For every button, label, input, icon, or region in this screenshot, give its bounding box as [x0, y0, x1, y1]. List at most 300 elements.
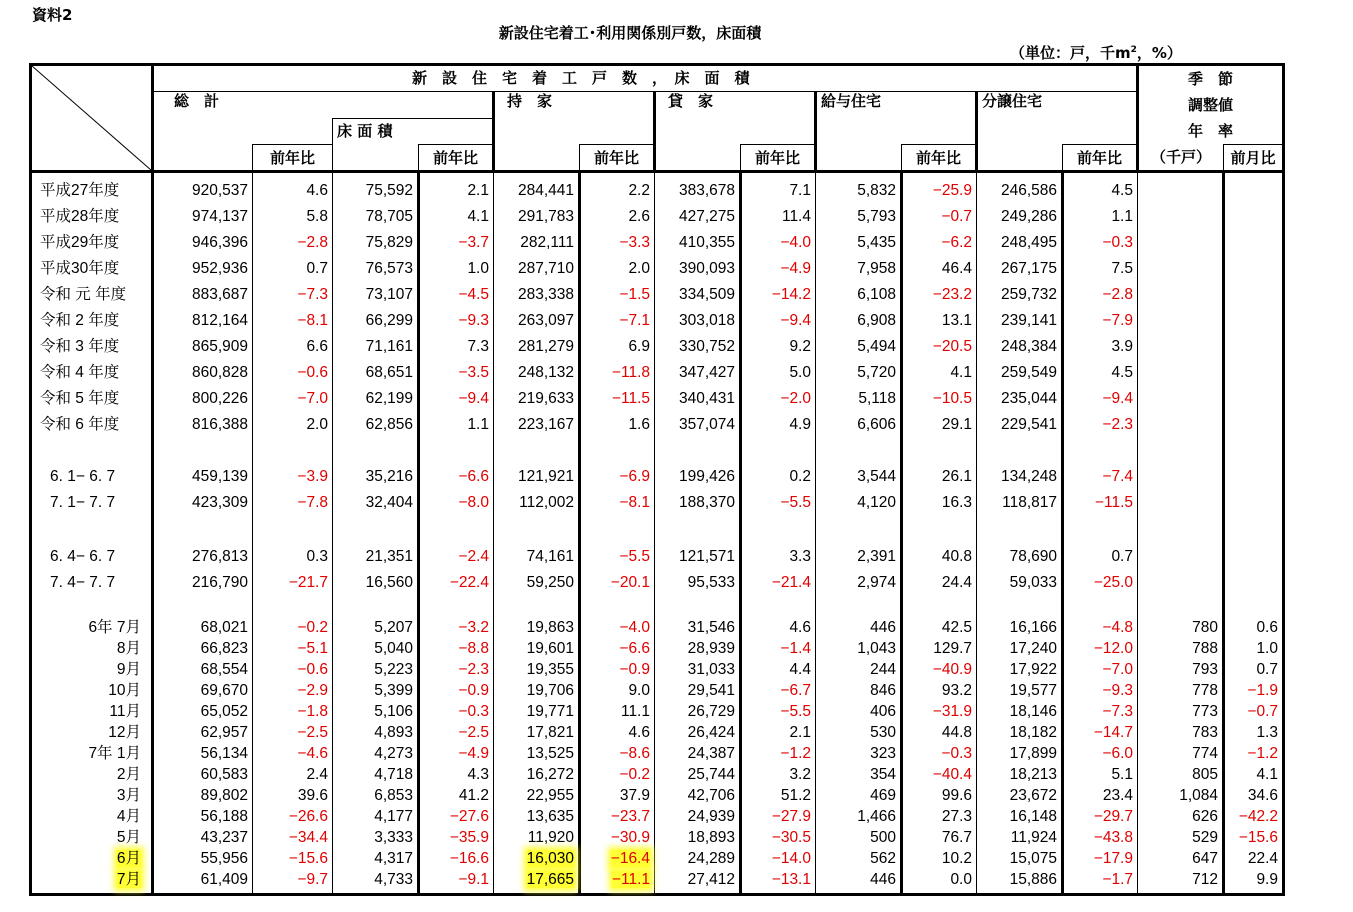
- data-cell: 282,111: [494, 230, 580, 256]
- data-cell: [1138, 386, 1224, 412]
- yoy-header: 前年比: [580, 145, 655, 172]
- data-cell: [1224, 204, 1284, 230]
- blank-header-cell: [977, 145, 1063, 172]
- data-cell: [1138, 334, 1224, 360]
- data-cell: 89,802: [153, 786, 253, 807]
- data-cell: −23.2: [902, 282, 977, 308]
- thousand-units-header: （千戸）: [1138, 145, 1224, 172]
- data-cell: 19,577: [977, 681, 1063, 702]
- data-cell: 0.0: [902, 870, 977, 891]
- row-label: 8月: [31, 639, 153, 660]
- data-cell: 5,832: [816, 178, 902, 204]
- data-cell: 59,250: [494, 570, 580, 596]
- data-cell: 19,863: [494, 618, 580, 639]
- data-cell: −9.4: [741, 308, 816, 334]
- data-cell: [494, 849, 580, 870]
- data-cell: 846: [816, 681, 902, 702]
- data-cell: 66,823: [153, 639, 253, 660]
- yoy-header: 前年比: [419, 145, 494, 172]
- row-label: 平成29年度: [31, 230, 153, 256]
- data-cell: −6.9: [580, 464, 655, 490]
- table-row: [31, 464, 1284, 490]
- data-cell: 118,817: [977, 490, 1063, 516]
- data-cell: 24,387: [655, 744, 741, 765]
- data-cell: 24.4: [902, 570, 977, 596]
- data-cell: −5.5: [741, 702, 816, 723]
- yoy-header: 前年比: [1063, 145, 1138, 172]
- data-cell: 3,544: [816, 464, 902, 490]
- data-cell: −8.1: [253, 308, 333, 334]
- data-cell: [1224, 360, 1284, 386]
- blank-header-cell: [816, 145, 902, 172]
- data-cell: [1224, 308, 1284, 334]
- data-cell: −9.7: [253, 870, 333, 891]
- data-cell: 27.3: [902, 807, 977, 828]
- data-cell: −10.5: [902, 386, 977, 412]
- data-cell: 423,309: [153, 490, 253, 516]
- data-cell: 71,161: [333, 334, 419, 360]
- data-cell: 883,687: [153, 282, 253, 308]
- data-cell: 26,424: [655, 723, 741, 744]
- diagonal-line: [32, 66, 151, 170]
- data-cell: 446: [816, 618, 902, 639]
- data-cell: 6,908: [816, 308, 902, 334]
- data-cell: −21.7: [253, 570, 333, 596]
- data-cell: 134,248: [977, 464, 1063, 490]
- row-label: 6. 4− 6. 7: [31, 544, 153, 570]
- data-cell: 43,237: [153, 828, 253, 849]
- data-cell: −11.5: [580, 386, 655, 412]
- data-cell: −40.4: [902, 765, 977, 786]
- table-row: [31, 618, 1284, 639]
- data-cell: 246,586: [977, 178, 1063, 204]
- data-cell: 68,554: [153, 660, 253, 681]
- data-cell: −0.3: [419, 702, 494, 723]
- data-cell: −40.9: [902, 660, 977, 681]
- data-cell: 284,441: [494, 178, 580, 204]
- data-cell: 4.1: [1224, 765, 1284, 786]
- table-row: [31, 412, 1284, 438]
- data-cell: 406: [816, 702, 902, 723]
- table-row: [31, 282, 1284, 308]
- row-label: 令和 元 年度: [31, 282, 153, 308]
- data-cell: 6,853: [333, 786, 419, 807]
- data-cell: −3.3: [580, 230, 655, 256]
- data-cell: −6.2: [902, 230, 977, 256]
- data-cell: 248,132: [494, 360, 580, 386]
- data-cell: −0.3: [1063, 230, 1138, 256]
- row-label: 6年 7月: [31, 618, 153, 639]
- data-cell: −8.6: [580, 744, 655, 765]
- data-cell: 10.2: [902, 849, 977, 870]
- housing-starts-table: [29, 63, 1285, 896]
- data-cell: 4.6: [580, 723, 655, 744]
- table-row: [31, 723, 1284, 744]
- data-cell: 19,601: [494, 639, 580, 660]
- table-row: [31, 744, 1284, 765]
- row-label: [31, 849, 153, 870]
- data-cell: 5,494: [816, 334, 902, 360]
- row-label: 10月: [31, 681, 153, 702]
- data-cell: −4.8: [1063, 618, 1138, 639]
- data-cell: 5,040: [333, 639, 419, 660]
- row-label: 3月: [31, 786, 153, 807]
- data-cell: 235,044: [977, 386, 1063, 412]
- data-cell: 21,351: [333, 544, 419, 570]
- data-cell: 112,002: [494, 490, 580, 516]
- data-cell: 783: [1138, 723, 1224, 744]
- table-row: [31, 660, 1284, 681]
- data-cell: −6.7: [741, 681, 816, 702]
- data-cell: 259,549: [977, 360, 1063, 386]
- data-cell: −13.1: [741, 870, 816, 891]
- data-cell: 263,097: [494, 308, 580, 334]
- data-cell: 469: [816, 786, 902, 807]
- data-cell: 267,175: [977, 256, 1063, 282]
- condo-header: 分譲住宅: [977, 91, 1138, 118]
- data-cell: [1138, 178, 1224, 204]
- data-cell: −43.8: [1063, 828, 1138, 849]
- data-cell: 530: [816, 723, 902, 744]
- row-label: 4月: [31, 807, 153, 828]
- data-cell: −2.3: [419, 660, 494, 681]
- data-cell: 5,793: [816, 204, 902, 230]
- data-cell: 3.9: [1063, 334, 1138, 360]
- row-label: 令和 2 年度: [31, 308, 153, 334]
- data-cell: 427,275: [655, 204, 741, 230]
- data-cell: 62,856: [333, 412, 419, 438]
- row-label: 9月: [31, 660, 153, 681]
- spacer-row: [31, 891, 1284, 895]
- data-cell: 259,732: [977, 282, 1063, 308]
- company-header: 給与住宅: [816, 91, 977, 118]
- data-cell: 41.2: [419, 786, 494, 807]
- data-cell: 223,167: [494, 412, 580, 438]
- data-cell: −1.7: [1063, 870, 1138, 891]
- table-row: [31, 256, 1284, 282]
- table-row: [31, 204, 1284, 230]
- data-cell: −1.9: [1224, 681, 1284, 702]
- doc-label: 資料2: [32, 6, 73, 24]
- data-cell: [1138, 570, 1224, 596]
- data-cell: 249,286: [977, 204, 1063, 230]
- row-label: 令和 6 年度: [31, 412, 153, 438]
- data-cell: 18,213: [977, 765, 1063, 786]
- data-cell: 219,633: [494, 386, 580, 412]
- data-cell: 4,177: [333, 807, 419, 828]
- data-cell: 5,435: [816, 230, 902, 256]
- data-cell: 283,338: [494, 282, 580, 308]
- data-cell: −5.5: [580, 544, 655, 570]
- data-cell: −1.2: [741, 744, 816, 765]
- data-cell: [494, 870, 580, 891]
- row-label: 令和 4 年度: [31, 360, 153, 386]
- data-cell: 39.6: [253, 786, 333, 807]
- table-row: [31, 490, 1284, 516]
- yoy-header: 前年比: [902, 145, 977, 172]
- data-cell: 5,106: [333, 702, 419, 723]
- yoy-header: 前年比: [741, 145, 816, 172]
- data-cell: 17,821: [494, 723, 580, 744]
- data-cell: 4.6: [253, 178, 333, 204]
- data-cell: 793: [1138, 660, 1224, 681]
- data-cell: −9.4: [419, 386, 494, 412]
- data-cell: 860,828: [153, 360, 253, 386]
- data-cell: 24,939: [655, 807, 741, 828]
- data-cell: −4.6: [253, 744, 333, 765]
- data-cell: [580, 870, 655, 891]
- data-cell: 68,651: [333, 360, 419, 386]
- data-cell: [1224, 282, 1284, 308]
- row-label: 6. 1− 6. 7: [31, 464, 153, 490]
- data-cell: [1224, 178, 1284, 204]
- data-cell: 529: [1138, 828, 1224, 849]
- data-cell: 3.2: [741, 765, 816, 786]
- data-cell: 4.3: [419, 765, 494, 786]
- data-cell: −2.0: [741, 386, 816, 412]
- row-label: 2月: [31, 765, 153, 786]
- data-cell: 4.5: [1063, 178, 1138, 204]
- data-cell: 812,164: [153, 308, 253, 334]
- data-cell: 121,921: [494, 464, 580, 490]
- table-row: [31, 681, 1284, 702]
- data-cell: 5.1: [1063, 765, 1138, 786]
- data-cell: −3.2: [419, 618, 494, 639]
- data-cell: [1224, 490, 1284, 516]
- data-cell: −23.7: [580, 807, 655, 828]
- data-cell: 15,886: [977, 870, 1063, 891]
- data-cell: −7.8: [253, 490, 333, 516]
- data-cell: −20.5: [902, 334, 977, 360]
- row-label: [31, 870, 153, 891]
- data-cell: −34.4: [253, 828, 333, 849]
- data-cell: 23,672: [977, 786, 1063, 807]
- data-cell: [1138, 490, 1224, 516]
- data-cell: −35.9: [419, 828, 494, 849]
- row-label: 平成27年度: [31, 178, 153, 204]
- data-cell: 5,223: [333, 660, 419, 681]
- data-cell: 65,052: [153, 702, 253, 723]
- data-cell: 800,226: [153, 386, 253, 412]
- data-cell: 18,146: [977, 702, 1063, 723]
- data-cell: 952,936: [153, 256, 253, 282]
- data-cell: 0.7: [253, 256, 333, 282]
- data-cell: 46.4: [902, 256, 977, 282]
- data-cell: 23.4: [1063, 786, 1138, 807]
- data-cell: −4.0: [741, 230, 816, 256]
- data-cell: 390,093: [655, 256, 741, 282]
- data-cell: 6.9: [580, 334, 655, 360]
- data-cell: 347,427: [655, 360, 741, 386]
- spacer-row: [31, 438, 1284, 464]
- highlight-mark: −16.4: [610, 850, 650, 867]
- table-row: [31, 334, 1284, 360]
- data-cell: −0.7: [1224, 702, 1284, 723]
- data-cell: 446: [816, 870, 902, 891]
- row-label: 令和 5 年度: [31, 386, 153, 412]
- table-row: [31, 178, 1284, 204]
- data-cell: 31,546: [655, 618, 741, 639]
- data-cell: 239,141: [977, 308, 1063, 334]
- data-cell: 32,404: [333, 490, 419, 516]
- data-cell: 626: [1138, 807, 1224, 828]
- data-cell: 7.3: [419, 334, 494, 360]
- data-cell: 5,207: [333, 618, 419, 639]
- data-cell: −27.9: [741, 807, 816, 828]
- row-label: 令和 3 年度: [31, 334, 153, 360]
- data-cell: [1138, 308, 1224, 334]
- data-cell: 248,495: [977, 230, 1063, 256]
- data-cell: −7.4: [1063, 464, 1138, 490]
- highlight-mark: 16,030: [526, 850, 574, 867]
- data-cell: −6.0: [1063, 744, 1138, 765]
- data-cell: −30.9: [580, 828, 655, 849]
- data-cell: 4,317: [333, 849, 419, 870]
- data-cell: −30.5: [741, 828, 816, 849]
- data-cell: [1138, 544, 1224, 570]
- seasonal-header-2: 調整値: [1138, 91, 1284, 118]
- data-cell: −9.3: [419, 308, 494, 334]
- data-cell: 774: [1138, 744, 1224, 765]
- data-cell: −4.0: [580, 618, 655, 639]
- data-cell: −31.9: [902, 702, 977, 723]
- data-cell: −16.6: [419, 849, 494, 870]
- data-cell: 4,733: [333, 870, 419, 891]
- data-cell: −6.6: [580, 639, 655, 660]
- data-cell: 5,118: [816, 386, 902, 412]
- data-cell: [1138, 282, 1224, 308]
- data-cell: 248,384: [977, 334, 1063, 360]
- table-row: [31, 849, 1284, 870]
- table-row: [31, 702, 1284, 723]
- data-cell: [1224, 230, 1284, 256]
- data-cell: 59,033: [977, 570, 1063, 596]
- data-cell: −42.2: [1224, 807, 1284, 828]
- data-cell: 1.1: [1063, 204, 1138, 230]
- data-cell: −5.1: [253, 639, 333, 660]
- data-cell: 73,107: [333, 282, 419, 308]
- row-label: 5月: [31, 828, 153, 849]
- floor-header: 床 面 積: [333, 118, 494, 145]
- data-cell: 4,718: [333, 765, 419, 786]
- data-cell: 773: [1138, 702, 1224, 723]
- data-cell: 28,939: [655, 639, 741, 660]
- data-cell: 3,333: [333, 828, 419, 849]
- table-row: [31, 765, 1284, 786]
- data-cell: [1224, 464, 1284, 490]
- data-cell: −2.3: [1063, 412, 1138, 438]
- data-cell: 26.1: [902, 464, 977, 490]
- data-cell: [1224, 412, 1284, 438]
- data-cell: 2.1: [419, 178, 494, 204]
- data-cell: 788: [1138, 639, 1224, 660]
- data-cell: 2,974: [816, 570, 902, 596]
- data-cell: −14.2: [741, 282, 816, 308]
- data-cell: 188,370: [655, 490, 741, 516]
- table-row: [31, 386, 1284, 412]
- data-cell: 920,537: [153, 178, 253, 204]
- data-cell: 56,188: [153, 807, 253, 828]
- data-cell: 16.3: [902, 490, 977, 516]
- highlight-mark: −11.1: [611, 871, 650, 888]
- blank-header-cell: [153, 145, 253, 172]
- data-cell: 22.4: [1224, 849, 1284, 870]
- data-cell: 0.6: [1224, 618, 1284, 639]
- data-cell: 66,299: [333, 308, 419, 334]
- data-cell: −1.8: [253, 702, 333, 723]
- data-cell: 31,033: [655, 660, 741, 681]
- data-cell: −3.5: [419, 360, 494, 386]
- data-cell: 805: [1138, 765, 1224, 786]
- data-cell: −20.1: [580, 570, 655, 596]
- data-cell: −7.9: [1063, 308, 1138, 334]
- data-cell: [1224, 570, 1284, 596]
- data-cell: −3.9: [253, 464, 333, 490]
- data-cell: 4,273: [333, 744, 419, 765]
- table-row: [31, 639, 1284, 660]
- data-cell: −2.8: [1063, 282, 1138, 308]
- data-cell: 2.1: [741, 723, 816, 744]
- row-label: 7. 1− 7. 7: [31, 490, 153, 516]
- data-cell: 199,426: [655, 464, 741, 490]
- data-cell: −7.0: [1063, 660, 1138, 681]
- data-cell: 2.4: [253, 765, 333, 786]
- data-cell: 27,412: [655, 870, 741, 891]
- data-cell: 37.9: [580, 786, 655, 807]
- data-cell: 1.1: [419, 412, 494, 438]
- data-cell: 816,388: [153, 412, 253, 438]
- data-cell: −9.3: [1063, 681, 1138, 702]
- highlight-mark: 7月: [116, 871, 141, 888]
- data-cell: 75,592: [333, 178, 419, 204]
- data-cell: 9.9: [1224, 870, 1284, 891]
- data-cell: −3.7: [419, 230, 494, 256]
- data-cell: 7.5: [1063, 256, 1138, 282]
- data-cell: 712: [1138, 870, 1224, 891]
- data-cell: 2.0: [580, 256, 655, 282]
- data-cell: −7.0: [253, 386, 333, 412]
- data-cell: 78,690: [977, 544, 1063, 570]
- mom-header: 前月比: [1224, 145, 1284, 172]
- data-cell: 357,074: [655, 412, 741, 438]
- table-row: [31, 308, 1284, 334]
- data-cell: 778: [1138, 681, 1224, 702]
- data-cell: 121,571: [655, 544, 741, 570]
- data-cell: 74,161: [494, 544, 580, 570]
- data-cell: 647: [1138, 849, 1224, 870]
- data-cell: 13.1: [902, 308, 977, 334]
- data-cell: [1138, 204, 1224, 230]
- seasonal-header-1: 季 節: [1138, 65, 1284, 92]
- data-cell: [1138, 464, 1224, 490]
- data-cell: 500: [816, 828, 902, 849]
- data-cell: −9.4: [1063, 386, 1138, 412]
- data-cell: −4.9: [419, 744, 494, 765]
- data-cell: 974,137: [153, 204, 253, 230]
- table-row: [31, 786, 1284, 807]
- data-cell: [580, 849, 655, 870]
- data-cell: [1138, 360, 1224, 386]
- data-cell: 26,729: [655, 702, 741, 723]
- table-row: [31, 570, 1284, 596]
- table-row: [31, 807, 1284, 828]
- data-cell: [1138, 412, 1224, 438]
- highlight-mark: 6月: [116, 850, 141, 867]
- data-cell: −8.8: [419, 639, 494, 660]
- data-cell: −27.6: [419, 807, 494, 828]
- data-cell: 11,924: [977, 828, 1063, 849]
- data-cell: 4.5: [1063, 360, 1138, 386]
